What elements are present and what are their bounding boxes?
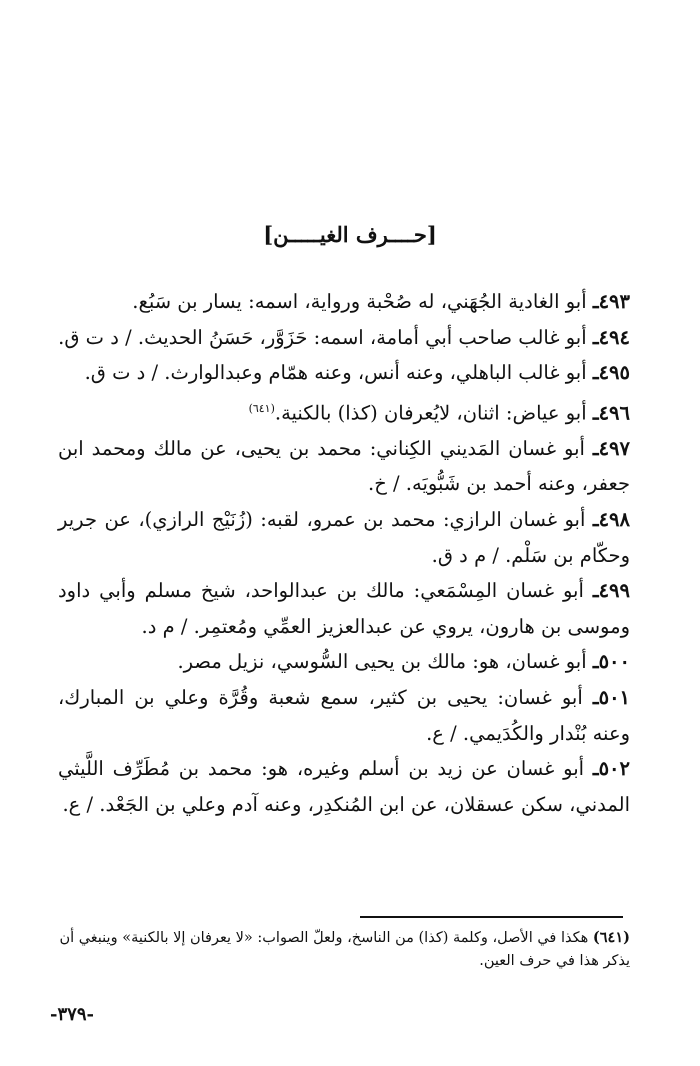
- footnote-divider: [360, 916, 623, 918]
- entry-text: أبو الغادية الجُهَني، له صُحْبة ورواية، اسمه: يسار بن سَبُع.: [132, 290, 587, 313]
- entry-number: ٥٠١ـ: [592, 686, 631, 710]
- footnote-text: هكذا في الأصل، وكلمة (كذا) من الناسخ، ولعلّ الصواب: «لا يعرفان إلا بالكنية» وينبغي أن يذكر هذا في حرف العين.: [59, 930, 630, 969]
- entry-text: أبو غالب الباهلي، وعنه أنس، وعنه همّام وعبدالوارث. / د ت ق.: [84, 361, 587, 385]
- entry-number: ٤٩٩ـ: [592, 579, 630, 603]
- entry-text: أبو غالب صاحب أبي أمامة، اسمه: حَزَوَّر، حَسَنُ الحديث. / د ت ق.: [58, 325, 587, 349]
- entry-text: أبو عياض: اثنان، لايُعرفان (كذا) بالكنية.: [274, 401, 587, 425]
- list-item: [58, 320, 630, 356]
- section-title: [حــــرف الغيـــــن]: [263, 222, 437, 247]
- entry-number: ٤٩٥ـ: [592, 361, 630, 385]
- list-item: [58, 751, 630, 822]
- page-number: -٣٧٩-: [50, 1004, 94, 1025]
- list-item: [58, 391, 630, 431]
- entry-number: ٤٩٨ـ: [592, 508, 630, 532]
- entry-text: أبو غسان، هو: مالك بن يحيى السُّوسي، نزيل مصر.: [177, 650, 587, 674]
- entry-text: أبو غسان الرازي: محمد بن عمرو، لقبه: (زُنَيْج الرازي)، عن جرير وحكّام بن سَلْم. / م د ق.: [58, 508, 630, 567]
- entry-text: أبو غسان: يحيى بن كثير، سمع شعبة وقُرَّة وعلي بن المبارك، وعنه بُنْدار والكُدَيمي. / ع.: [58, 686, 630, 745]
- footnote-number: (٦٤١): [592, 929, 630, 946]
- entries-list: [58, 284, 630, 822]
- list-item: [58, 284, 630, 320]
- entry-number: ٤٩٧ـ: [592, 436, 630, 460]
- list-item: [58, 644, 630, 680]
- footnote: [58, 926, 630, 973]
- entry-number: ٥٠٠ـ: [592, 650, 630, 674]
- entry-text: أبو غسان المَديني الكِناني: محمد بن يحيى، عن مالك ومحمد ابن جعفر، وعنه أحمد بن شَبُّويَه. / خ.: [58, 436, 630, 496]
- entry-number: ٤٩٤ـ: [592, 325, 630, 349]
- list-item: [58, 680, 630, 751]
- list-item: [58, 431, 630, 502]
- entry-number: ٤٩٦ـ: [592, 401, 630, 425]
- entry-number: ٤٩٣ـ: [592, 290, 630, 313]
- footnote-reference: (٦٤١): [248, 401, 275, 415]
- entry-text: أبو غسان المِسْمَعي: مالك بن عبدالواحد، شيخ مسلم وأبي داود وموسى بن هارون، يروي عن عبدالعزيز العمِّي ومُعتمِر. / م د.: [58, 579, 630, 638]
- entry-number: ٥٠٢ـ: [592, 757, 630, 781]
- entry-text: أبو غسان عن زيد بن أسلم وغيره، هو: محمد بن مُطَرِّف اللَّيثي المدني، سكن عسقلان، عن ابن المُنكدِر، وعنه آدم وعلي بن الجَعْد. / ع.: [58, 757, 630, 816]
- list-item: [58, 502, 630, 573]
- list-item: [58, 573, 630, 644]
- list-item: [58, 355, 630, 391]
